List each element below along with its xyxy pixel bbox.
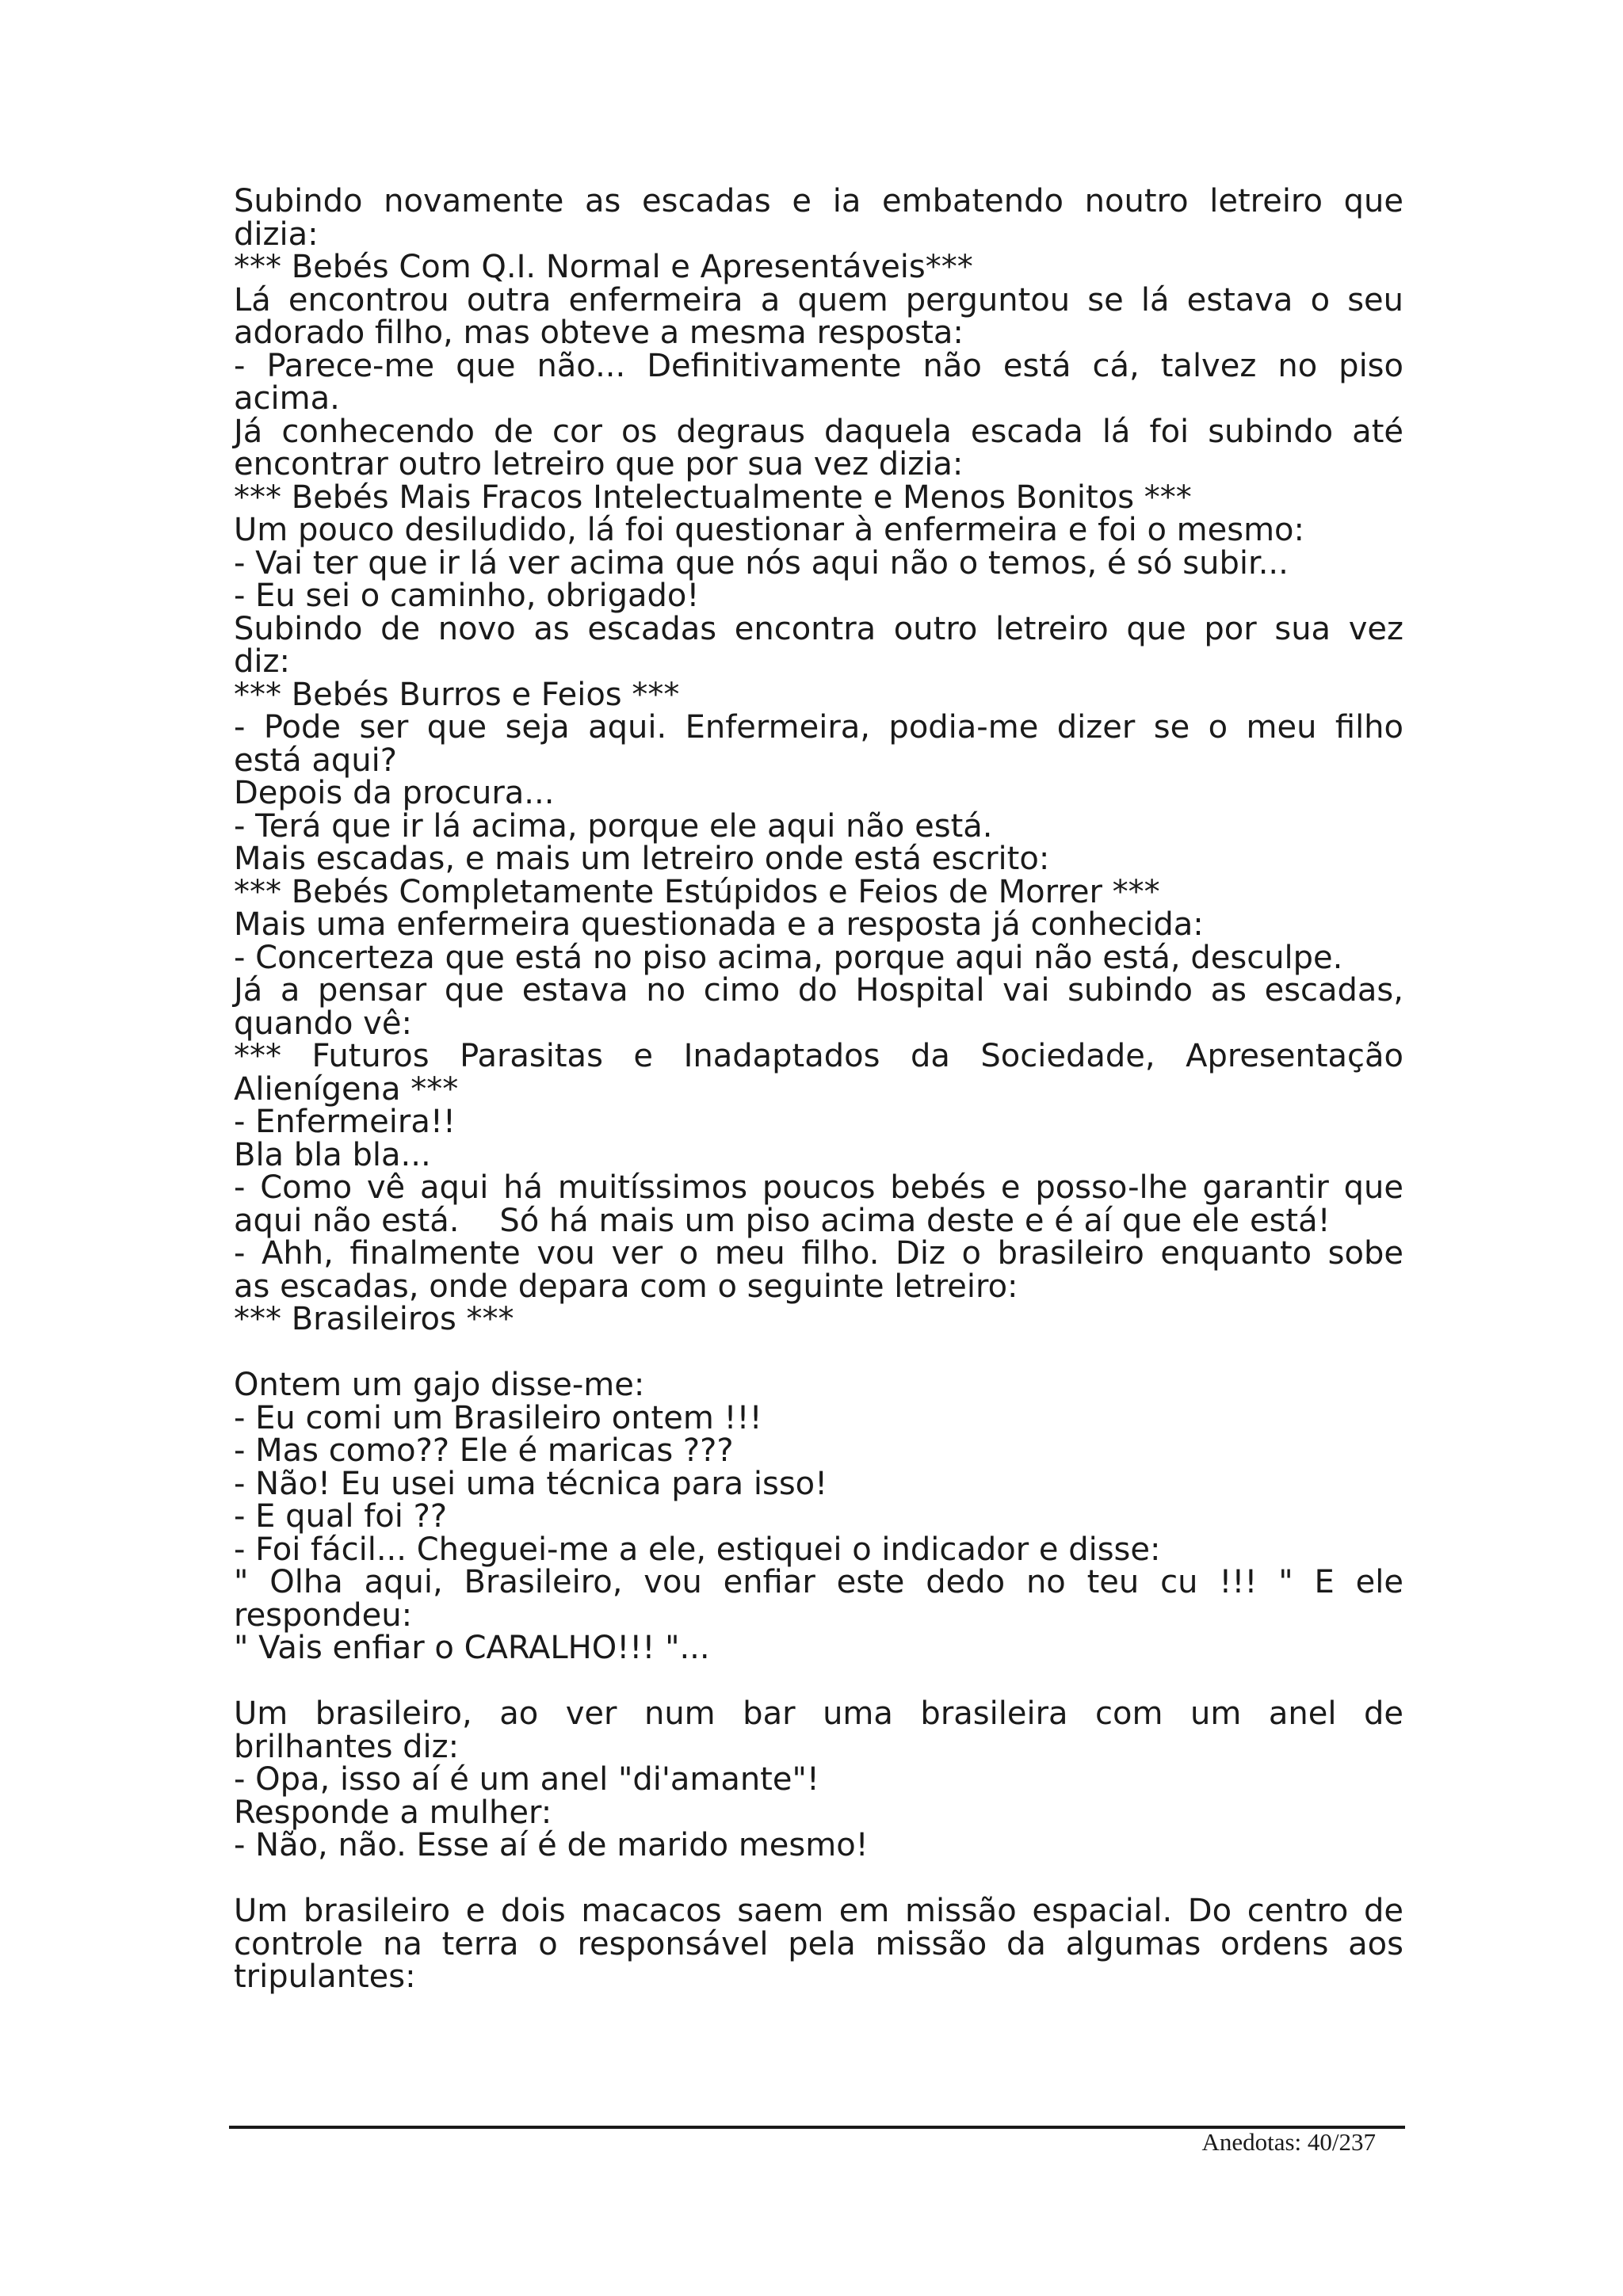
text-line: Mais escadas, e mais um letreiro onde está escrito: <box>234 841 1050 877</box>
text-line: - Foi fácil... Cheguei-me a ele, estiquei o indicador e disse: <box>234 1531 1161 1568</box>
anecdote-paragraph <box>234 1369 1403 1665</box>
text-line: tripulantes: <box>234 1958 416 1995</box>
text-line: *** Bebés Burros e Feios *** <box>234 676 680 713</box>
text-line: controle na terra o responsável pela missão da algumas ordens aos <box>234 1925 1403 1962</box>
text-line: *** Brasileiros *** <box>234 1301 514 1337</box>
text-line: Bla bla bla... <box>234 1136 431 1173</box>
text-line: Já a pensar que estava no cimo do Hospital vai subindo as escadas, <box>234 972 1403 1009</box>
text-line: - Opa, isso aí é um anel "di'amante"! <box>234 1761 819 1798</box>
text-line: Depois da procura... <box>234 775 555 811</box>
text-line: - Enfermeira!! <box>234 1104 456 1140</box>
text-line: *** Bebés Mais Fracos Intelectualmente e Menos Bonitos *** <box>234 479 1192 516</box>
text-line: - Pode ser que seja aqui. Enfermeira, podia-me dizer se o meu filho <box>234 709 1403 746</box>
text-line: - Terá que ir lá acima, porque ele aqui não está. <box>234 807 993 845</box>
text-line: dizia: <box>234 215 319 253</box>
page-body-text <box>234 185 1403 1994</box>
text-line: - Eu sei o caminho, obrigado! <box>234 578 700 614</box>
paragraph-gap <box>234 1863 1403 1896</box>
text-line: diz: <box>234 643 290 680</box>
anecdote-paragraph <box>234 1695 1403 1863</box>
text-line: - Mas como?? Ele é maricas ??? <box>234 1432 734 1469</box>
text-line: " Vais enfiar o CARALHO!!! "... <box>234 1630 710 1666</box>
text-line: - Não! Eu usei uma técnica para isso! <box>234 1465 828 1502</box>
text-line: adorado filho, mas obteve a mesma resposta: <box>234 315 964 351</box>
text-line: Lá encontrou outra enfermeira a quem perguntou se lá estava o seu <box>234 281 1403 318</box>
text-line: *** Bebés Completamente Estúpidos e Feios de Morrer *** <box>234 873 1160 910</box>
text-line: " Olha aqui, Brasileiro, vou enfiar este dedo no teu cu !!! " E ele <box>234 1564 1403 1600</box>
text-line: - Não, não. Esse aí é de marido mesmo! <box>234 1827 869 1863</box>
text-line: - E qual foi ?? <box>234 1498 448 1535</box>
text-line: Mais uma enfermeira questionada e a resposta já conhecida: <box>234 906 1204 943</box>
text-line: Um brasileiro e dois macacos saem em missão espacial. Do centro de <box>234 1893 1403 1929</box>
text-line: está aqui? <box>234 742 397 779</box>
text-line: Responde a mulher: <box>234 1794 552 1831</box>
text-line: quando vê: <box>234 1005 412 1042</box>
text-line: Já conhecendo de cor os degraus daquela escada lá foi subindo até <box>234 413 1403 450</box>
text-line: Um brasileiro, ao ver num bar uma brasileira com um anel de <box>234 1695 1403 1732</box>
anecdote-paragraph <box>234 1895 1403 1994</box>
text-line: *** Bebés Com Q.I. Normal e Apresentáveis*** <box>234 249 973 285</box>
text-line: as escadas, onde depara com o seguinte letreiro: <box>234 1268 1018 1305</box>
text-line: - Concerteza que está no piso acima, porque aqui não está, desculpe. <box>234 939 1343 976</box>
footer-page-label: Anedotas: 40/237 <box>1201 2128 1376 2156</box>
anecdote-paragraph <box>234 185 1403 1337</box>
text-line: Alienígena *** <box>234 1070 459 1108</box>
text-line: - Eu comi um Brasileiro ontem !!! <box>234 1399 762 1436</box>
text-line: Um pouco desiludido, lá foi questionar à enfermeira e foi o mesmo: <box>234 512 1304 548</box>
text-line: aqui não está. Só há mais um piso acima deste e é aí que ele está! <box>234 1202 1331 1239</box>
text-line: - Como vê aqui há muitíssimos poucos bebés e posso-lhe garantir que <box>234 1169 1403 1206</box>
text-line: - Vai ter que ir lá ver acima que nós aqui não o temos, é só subir... <box>234 544 1289 582</box>
text-line: brilhantes diz: <box>234 1728 460 1765</box>
text-line: respondeu: <box>234 1596 413 1634</box>
text-line: - Ahh, finalmente vou ver o meu filho. Diz o brasileiro enquanto sobe <box>234 1235 1403 1272</box>
text-line: Ontem um gajo disse-me: <box>234 1367 645 1403</box>
paragraph-gap <box>234 1337 1403 1370</box>
text-line: *** Futuros Parasitas e Inadaptados da Sociedade, Apresentação <box>234 1038 1403 1074</box>
text-line: - Parece-me que não... Definitivamente não está cá, talvez no piso <box>234 347 1403 384</box>
text-line: Subindo novamente as escadas e ia embatendo noutro letreiro que <box>234 183 1403 219</box>
text-line: encontrar outro letreiro que por sua vez dizia: <box>234 446 964 482</box>
text-line: Subindo de novo as escadas encontra outro letreiro que por sua vez <box>234 610 1403 647</box>
text-line: acima. <box>234 380 340 417</box>
paragraph-gap <box>234 1665 1403 1699</box>
